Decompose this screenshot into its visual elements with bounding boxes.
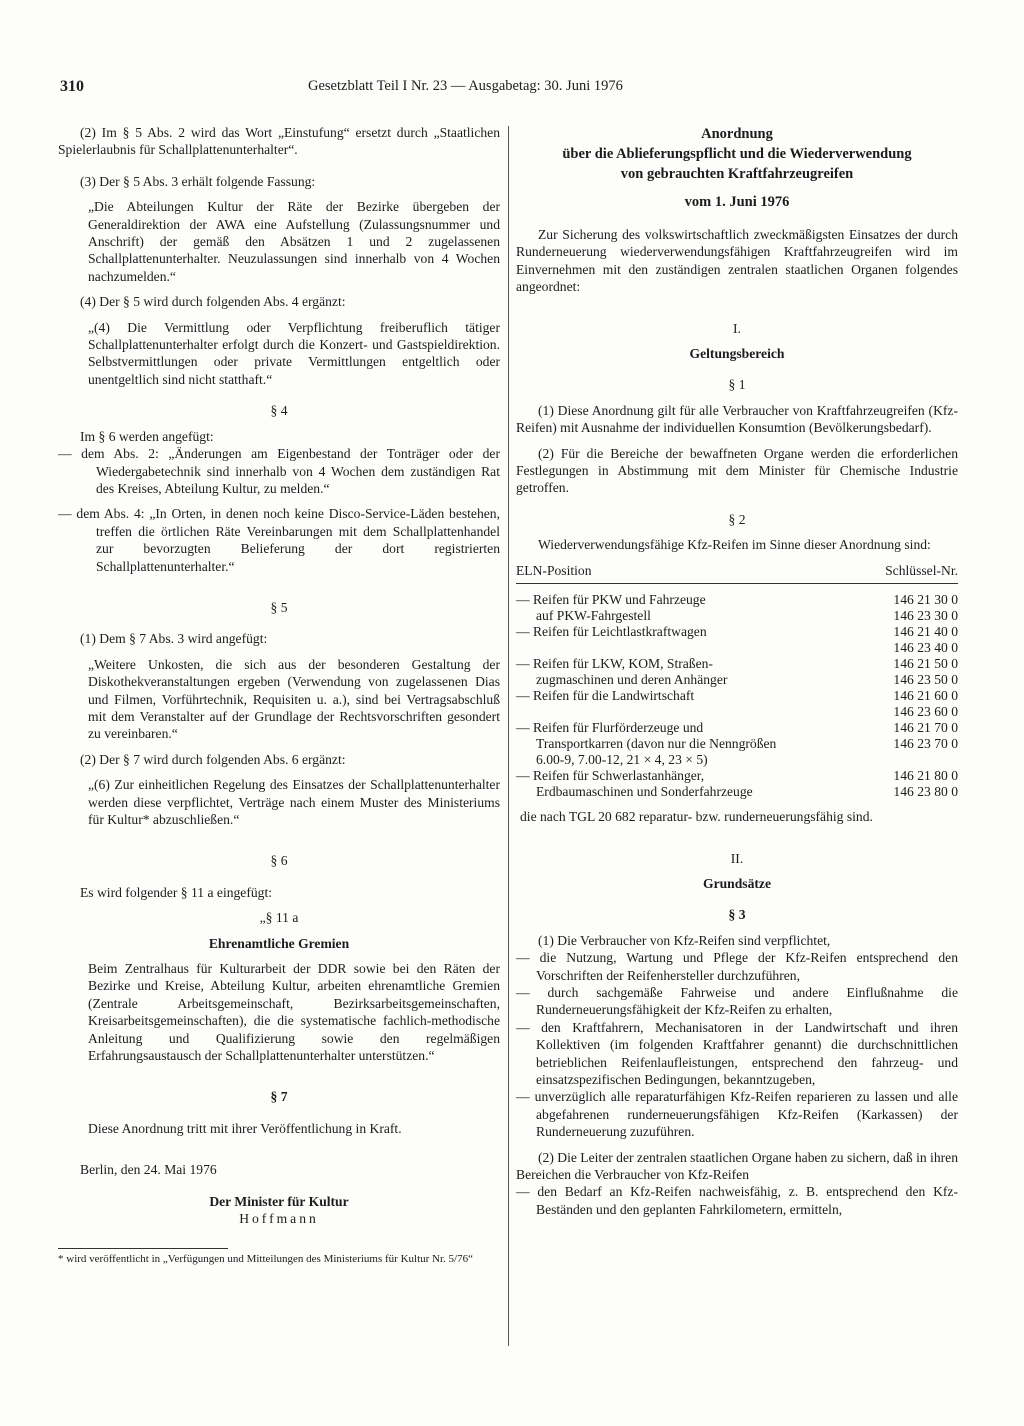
table-cell: 146 21 40 0 — [893, 624, 958, 640]
quoted-text: „(4) Die Vermittlung oder Verpflichtung freiberuflich tätiger Schallplattenunterhalter erfolgt durch die Konzert- und Gastspieldirektion. Selbstvermittlungen oder private Vermittlungen entgeltlich oder unentgeltlich sind nicht statthaft.“ — [88, 319, 500, 387]
section-heading: § 4 — [270, 403, 288, 419]
part-number: I. — [733, 320, 741, 336]
part-title: Geltungsbereich — [689, 346, 785, 362]
table-cell: 146 23 40 0 — [893, 640, 958, 656]
paragraph: (2) Für die Bereiche der bewaffneten Organe werden die erforderlichen Festlegungen in Abstimmung mit dem Minister für Chemische Industrie getroffen. — [516, 445, 958, 496]
table-cell — [516, 704, 848, 720]
ordinance-date: vom 1. Juni 1976 — [684, 194, 790, 210]
ordinance-title: von gebrauchten Kraftfahrzeugreifen — [620, 166, 854, 182]
table-cell — [848, 752, 958, 768]
paragraph: Diese Anordnung tritt mit ihrer Veröffentlichung in Kraft. — [88, 1120, 402, 1136]
key-column-header: Schlüssel-Nr. — [885, 562, 958, 578]
table-cell: Transportkarren (davon nur die Nenngrößen — [536, 736, 777, 752]
page-number: 310 — [60, 78, 84, 95]
table-cell: — Reifen für Leichtlastkraftwagen — [516, 624, 707, 640]
table-cell: Erdbaumaschinen und Sonderfahrzeuge — [536, 784, 753, 800]
paragraph: (1) Die Verbraucher von Kfz-Reifen sind verpflichtet, — [538, 932, 831, 948]
dash-item: — durch sachgemäße Fahrweise und andere Einflußnahme die Runderneuerungsfähigkeit der Kfz-Reifen zu erhalten, — [516, 984, 958, 1018]
table-row — [516, 592, 958, 608]
table-cell: 146 21 70 0 — [893, 720, 958, 736]
dash-item: — dem Abs. 4: „In Orten, in denen noch keine Disco-Service-Läden bestehen, treffen die örtlichen Räte Vereinbarungen mit dem Schallplattenhandel zur bevorzugten Belieferung der dort registrierten Schallplattenunterhalter.“ — [58, 506, 500, 574]
table-cell: — Reifen für LKW, KOM, Straßen- — [516, 656, 713, 672]
eln-column-header: ELN-Position — [516, 562, 592, 578]
paragraph: Wiederverwendungsfähige Kfz-Reifen im Sinne dieser Anordnung sind: — [538, 537, 931, 553]
paragraph: die nach TGL 20 682 reparatur- bzw. runderneuerungsfähig sind. — [520, 809, 873, 825]
paragraph: (1) Diese Anordnung gilt für alle Verbraucher von Kraftfahrzeugreifen (Kfz-Reifen) mit Ausnahme der individuellen Konsumtion (Bevölkerungsbedarf). — [516, 402, 958, 436]
table-cell: auf PKW-Fahrgestell — [536, 608, 651, 624]
footnote-rule — [58, 1248, 228, 1249]
ordinance-title: Anordnung — [701, 126, 773, 142]
table-cell: 146 23 50 0 — [893, 672, 958, 688]
paragraph: Im § 6 werden angefügt: — [80, 428, 214, 444]
page-header — [60, 78, 960, 102]
table-cell: — Reifen für die Landwirtschaft — [516, 688, 695, 704]
dash-item: — den Bedarf an Kfz-Reifen nachweisfähig, z. B. entsprechend den Kfz-Beständen und den geplanten Fahrkilometern, ermitteln, — [516, 1184, 958, 1217]
section-heading: § 3 — [728, 907, 746, 923]
column-divider — [508, 126, 509, 1346]
part-title: Grundsätze — [703, 875, 771, 891]
dash-item: — unverzüglich alle reparaturfähigen Kfz-Reifen reparieren zu lassen und alle abgefahrenen runderneuerungsfähigen Kfz-Reifen (Karkassen) der Runderneuerung zuzuführen. — [516, 1089, 958, 1140]
quoted-text: „Weitere Unkosten, die sich aus der besonderen Gestaltung der Diskothekveranstaltungen ergeben (Verwendung von zugelassenen Dias und Filmen, Vorführtechnik, Requisiten u. a.), sind bei Vertragsabschluß mit dem Veranstalter auf der Grundlage der Rechtsvorschriften gesondert zu vereinbaren.“ — [88, 656, 500, 742]
quoted-text: „Die Abteilungen Kultur der Räte der Bezirke übergeben der Generaldirektion der AWA eine Aufstellung (Zulassungsnummer und Anschrift) der gemäß den Absätzen 1 und 2 zugelassenen Schallplattenunterhalter. Neuzulassungen sind innerhalb von 4 Wochen nachzumelden.“ — [88, 199, 500, 284]
signatory: Hoffmann — [239, 1211, 319, 1227]
quoted-text: „(6) Zur einheitlichen Regelung des Einsatzes der Schallplattenunterhalter werden diese verpflichtet, Verträge nach einem Muster des Ministeriums für Kultur* abzuschließen.“ — [88, 777, 500, 827]
preamble: Zur Sicherung des volkswirtschaftlich zweckmäßigsten Einsatzes der durch Runderneuerung wiederverwendungsfähigen Kraftfahrzeugreifen wird im Einvernehmen mit den zuständigen zentralen staatlichen Organen folgendes angeordnet: — [516, 227, 958, 295]
paragraph: (4) Der § 5 wird durch folgenden Abs. 4 ergänzt: — [80, 294, 346, 310]
eln-table — [516, 592, 958, 800]
section-heading: § 5 — [270, 599, 288, 615]
section-heading: § 6 — [270, 853, 288, 869]
minister-title: Der Minister für Kultur — [209, 1193, 349, 1209]
table-row — [516, 608, 958, 624]
paragraph: (3) Der § 5 Abs. 3 erhält folgende Fassung: — [80, 173, 316, 189]
table-cell: 146 21 80 0 — [893, 768, 958, 784]
table-cell — [516, 640, 848, 656]
table-cell: 146 23 70 0 — [893, 736, 958, 752]
right-column — [516, 124, 958, 1218]
table-row — [516, 688, 958, 704]
paragraph: (2) Im § 5 Abs. 2 wird das Wort „Einstufung“ ersetzt durch „Staatlichen Spielerlaubnis für Schallplattenunterhalter“. — [58, 125, 500, 158]
table-cell: zugmaschinen und deren Anhänger — [536, 672, 728, 688]
table-cell: 146 21 60 0 — [893, 688, 958, 704]
section-heading: § 2 — [728, 511, 746, 527]
table-row — [516, 624, 958, 640]
gazette-header-title: Gesetzblatt Teil I Nr. 23 — Ausgabetag: 30. Juni 1976 — [308, 78, 623, 94]
dash-item: — den Kraftfahrern, Mechanisatoren in der Landwirtschaft und ihren Kollektiven (im folgenden Kraftfahrer genannt) die durchschnittlichen betrieblichen Reifenlaufleistungen, entsprechend den fahrzeug- und einsatzspezifischen Bedingungen, bekanntzugeben, — [516, 1019, 958, 1087]
part-number: II. — [730, 850, 744, 866]
table-cell: 6.00-9, 7.00-12, 21 × 4, 23 × 5) — [536, 752, 708, 768]
table-cell: 146 21 30 0 — [893, 592, 958, 608]
table-row — [516, 784, 958, 800]
table-row — [516, 672, 958, 688]
table-cell: 146 23 30 0 — [893, 608, 958, 624]
table-row — [516, 768, 958, 784]
table-row — [516, 640, 958, 656]
table-row — [516, 752, 958, 768]
table-row — [516, 720, 958, 736]
table-cell: 146 21 50 0 — [893, 656, 958, 672]
table-cell: — Reifen für Flurförderzeuge und — [516, 720, 704, 736]
table-row — [516, 656, 958, 672]
dash-item: — dem Abs. 2: „Änderungen am Eigenbestand der Tonträger oder der Wiedergabetechnik sind innerhalb von 4 Wochen dem zuständigen Rat des Kreises, Abteilung Kultur, zu melden.“ — [58, 446, 500, 496]
place-date: Berlin, den 24. Mai 1976 — [80, 1162, 217, 1178]
paragraph: (1) Dem § 7 Abs. 3 wird angefügt: — [80, 631, 268, 647]
table-cell: 146 23 80 0 — [893, 784, 958, 800]
section-heading: § 1 — [728, 377, 746, 393]
quoted-text: Beim Zentralhaus für Kulturarbeit der DDR sowie bei den Räten der Bezirke und Kreise, Abteilung Kultur, arbeiten ehrenamtliche Gremien (Zentrale Arbeitsgemeinschaft, Bezirksarbeitsgemeinschaften, Kreisarbeitsgemeinschaften), die die systematische fachlich-methodische Anleitung und Qualifizierung sowie den regelmäßigen Erfahrungsaustausch der Schallplattenunterhalter unterstützen.“ — [88, 961, 500, 1064]
table-cell: — Reifen für PKW und Fahrzeuge — [516, 592, 706, 608]
paragraph: (2) Die Leiter der zentralen staatlichen Organe haben zu sichern, daß in ihren Bereichen die Verbraucher von Kfz-Reifen — [516, 1149, 958, 1182]
table-row — [516, 704, 958, 720]
paragraph: (2) Der § 7 wird durch folgenden Abs. 6 ergänzt: — [80, 751, 346, 767]
footnote: * wird veröffentlicht in „Verfügungen und Mitteilungen des Ministeriums für Kultur Nr. 5/76“ — [58, 1252, 473, 1265]
paragraph: Es wird folgender § 11 a eingefügt: — [80, 884, 273, 900]
left-column — [58, 124, 500, 1266]
dash-item: — die Nutzung, Wartung und Pflege der Kfz-Reifen entsprechend den Vorschriften der Reifenhersteller durchzuführen, — [516, 950, 958, 983]
subsection-title: Ehrenamtliche Gremien — [208, 935, 350, 951]
table-cell: — Reifen für Schwerlastanhänger, — [516, 768, 705, 784]
eln-table-header — [516, 562, 958, 584]
ordinance-title: über die Ablieferungspflicht und die Wiederverwendung — [562, 146, 912, 162]
table-row — [516, 736, 958, 752]
table-cell: 146 23 60 0 — [893, 704, 958, 720]
section-heading: § 7 — [270, 1089, 288, 1105]
section-heading: „§ 11 a — [259, 910, 299, 926]
